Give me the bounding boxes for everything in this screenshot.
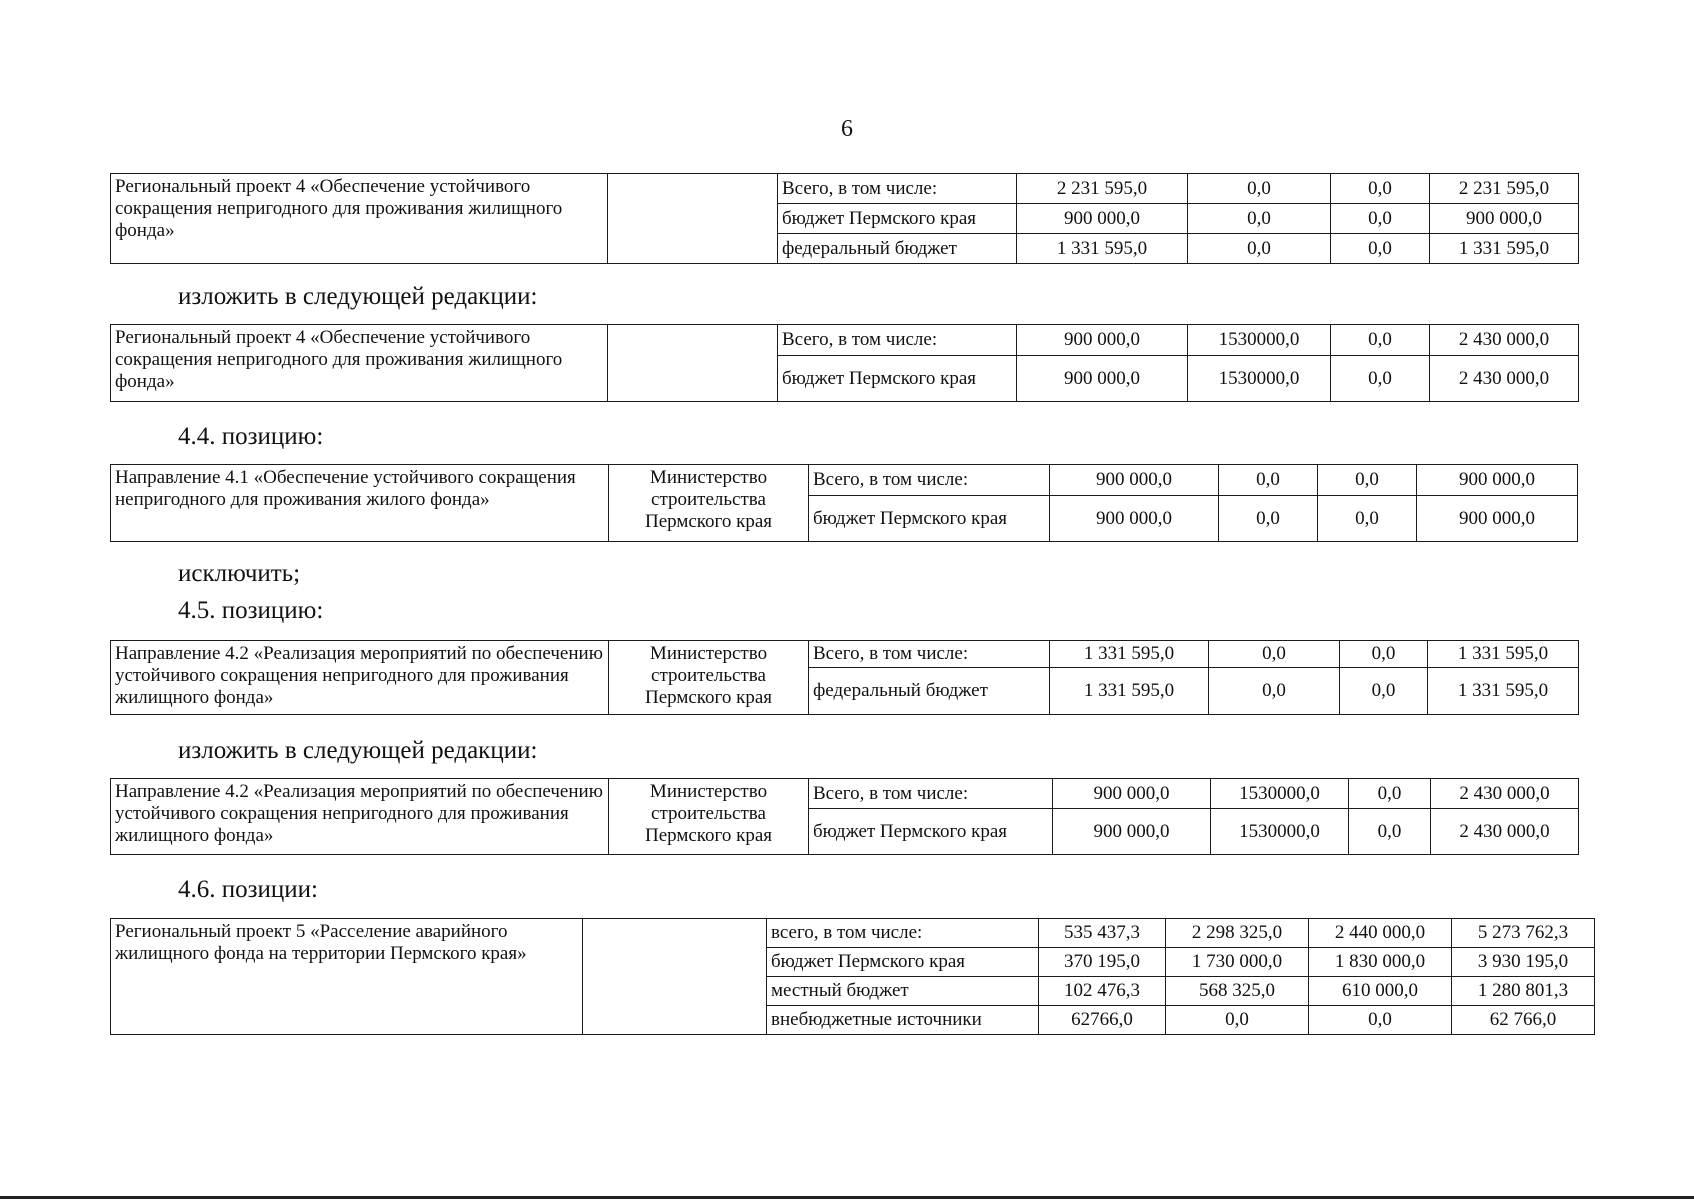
total-cell: 900 000,0: [1417, 465, 1578, 496]
funding-source: местный бюджет: [767, 977, 1039, 1006]
amount-cell: 2 231 595,0: [1017, 174, 1188, 204]
budget-table-direction-4-2-new: [110, 778, 1579, 855]
budget-table-project-5: [110, 918, 1595, 1035]
responsible-cell: Министерство строительства Пермского края: [609, 779, 809, 855]
funding-source: бюджет Пермского края: [778, 356, 1017, 402]
total-cell: 900 000,0: [1430, 204, 1579, 234]
amount-cell: 568 325,0: [1166, 977, 1309, 1006]
section-heading: 4.4. позицию:: [178, 423, 324, 450]
amount-cell: 0,0: [1318, 496, 1417, 542]
amount-cell: 1 331 595,0: [1017, 234, 1188, 264]
table-row-name: Направление 4.2 «Реализация мероприятий по обеспечению устойчивого сокращения непригодного для проживания жилищного фонда»: [111, 779, 609, 855]
amount-cell: 2 440 000,0: [1309, 919, 1452, 948]
amount-cell: 1 331 595,0: [1050, 668, 1209, 715]
amount-cell: 0,0: [1188, 174, 1331, 204]
total-cell: 2 430 000,0: [1431, 779, 1579, 809]
total-cell: 3 930 195,0: [1452, 948, 1595, 977]
amount-cell: 0,0: [1219, 496, 1318, 542]
total-cell: 2 430 000,0: [1431, 809, 1579, 855]
section-heading: изложить в следующей редакции:: [178, 737, 538, 764]
total-cell: 1 331 595,0: [1428, 668, 1579, 715]
total-cell: 2 430 000,0: [1430, 356, 1579, 402]
amount-cell: 2 298 325,0: [1166, 919, 1309, 948]
scan-edge-divider: [0, 1196, 1694, 1199]
amount-cell: 900 000,0: [1053, 809, 1211, 855]
section-heading: исключить;: [178, 560, 301, 587]
table-row-name: Региональный проект 5 «Расселение аварийного жилищного фонда на территории Пермского края»: [111, 919, 583, 1035]
amount-cell: 1 830 000,0: [1309, 948, 1452, 977]
total-cell: 1 331 595,0: [1430, 234, 1579, 264]
amount-cell: 0,0: [1349, 809, 1431, 855]
amount-cell: 1 331 595,0: [1050, 641, 1209, 668]
funding-source: бюджет Пермского края: [778, 204, 1017, 234]
amount-cell: 0,0: [1331, 325, 1430, 356]
amount-cell: 0,0: [1219, 465, 1318, 496]
amount-cell: 0,0: [1209, 641, 1340, 668]
amount-cell: 900 000,0: [1017, 204, 1188, 234]
amount-cell: 0,0: [1349, 779, 1431, 809]
section-heading: 4.5. позицию:: [178, 597, 324, 624]
responsible-cell: Министерство строительства Пермского края: [609, 465, 809, 542]
total-cell: 1 331 595,0: [1428, 641, 1579, 668]
total-cell: 900 000,0: [1417, 496, 1578, 542]
funding-source: федеральный бюджет: [809, 668, 1050, 715]
budget-table-direction-4-2-old: [110, 640, 1579, 715]
funding-source: бюджет Пермского края: [767, 948, 1039, 977]
budget-table-project-4-new: [110, 324, 1579, 402]
amount-cell: 62766,0: [1039, 1006, 1166, 1035]
table-row-name: Региональный проект 4 «Обеспечение устойчивого сокращения непригодного для проживания жилищного фонда»: [111, 325, 608, 402]
amount-cell: 900 000,0: [1053, 779, 1211, 809]
amount-cell: 1530000,0: [1211, 809, 1349, 855]
amount-cell: 900 000,0: [1017, 356, 1188, 402]
funding-source: Всего, в том числе:: [809, 641, 1050, 668]
table-row-name: Направление 4.1 «Обеспечение устойчивого сокращения непригодного для проживания жилого фонда»: [111, 465, 609, 542]
funding-source: Всего, в том числе:: [778, 325, 1017, 356]
amount-cell: 0,0: [1318, 465, 1417, 496]
funding-source: всего, в том числе:: [767, 919, 1039, 948]
amount-cell: 0,0: [1331, 174, 1430, 204]
amount-cell: 0,0: [1340, 641, 1428, 668]
amount-cell: 900 000,0: [1050, 465, 1219, 496]
amount-cell: 102 476,3: [1039, 977, 1166, 1006]
amount-cell: 370 195,0: [1039, 948, 1166, 977]
funding-source: бюджет Пермского края: [809, 496, 1050, 542]
amount-cell: 0,0: [1309, 1006, 1452, 1035]
section-heading: изложить в следующей редакции:: [178, 283, 538, 310]
amount-cell: 0,0: [1166, 1006, 1309, 1035]
responsible-cell: Министерство строительства Пермского края: [609, 641, 809, 715]
amount-cell: 1530000,0: [1211, 779, 1349, 809]
responsible-cell: [608, 174, 778, 264]
responsible-cell: [608, 325, 778, 402]
amount-cell: 0,0: [1331, 356, 1430, 402]
page-number: 6: [841, 116, 853, 142]
responsible-cell: [583, 919, 767, 1035]
funding-source: Всего, в том числе:: [809, 779, 1053, 809]
funding-source: бюджет Пермского края: [809, 809, 1053, 855]
budget-table-project-4-old: [110, 173, 1579, 264]
amount-cell: 1 730 000,0: [1166, 948, 1309, 977]
section-heading: 4.6. позиции:: [178, 876, 318, 903]
amount-cell: 0,0: [1188, 234, 1331, 264]
funding-source: Всего, в том числе:: [778, 174, 1017, 204]
funding-source: федеральный бюджет: [778, 234, 1017, 264]
total-cell: 62 766,0: [1452, 1006, 1595, 1035]
amount-cell: 1530000,0: [1188, 325, 1331, 356]
amount-cell: 0,0: [1209, 668, 1340, 715]
amount-cell: 1530000,0: [1188, 356, 1331, 402]
amount-cell: 0,0: [1188, 204, 1331, 234]
table-row-name: Направление 4.2 «Реализация мероприятий по обеспечению устойчивого сокращения непригодного для проживания жилищного фонда»: [111, 641, 609, 715]
total-cell: 1 280 801,3: [1452, 977, 1595, 1006]
amount-cell: 900 000,0: [1017, 325, 1188, 356]
amount-cell: 0,0: [1331, 204, 1430, 234]
amount-cell: 610 000,0: [1309, 977, 1452, 1006]
funding-source: внебюджетные источники: [767, 1006, 1039, 1035]
amount-cell: 0,0: [1340, 668, 1428, 715]
amount-cell: 900 000,0: [1050, 496, 1219, 542]
table-row-name: Региональный проект 4 «Обеспечение устойчивого сокращения непригодного для проживания жилищного фонда»: [111, 174, 608, 264]
total-cell: 5 273 762,3: [1452, 919, 1595, 948]
budget-table-direction-4-1: [110, 464, 1578, 542]
total-cell: 2 430 000,0: [1430, 325, 1579, 356]
funding-source: Всего, в том числе:: [809, 465, 1050, 496]
total-cell: 2 231 595,0: [1430, 174, 1579, 204]
amount-cell: 535 437,3: [1039, 919, 1166, 948]
amount-cell: 0,0: [1331, 234, 1430, 264]
